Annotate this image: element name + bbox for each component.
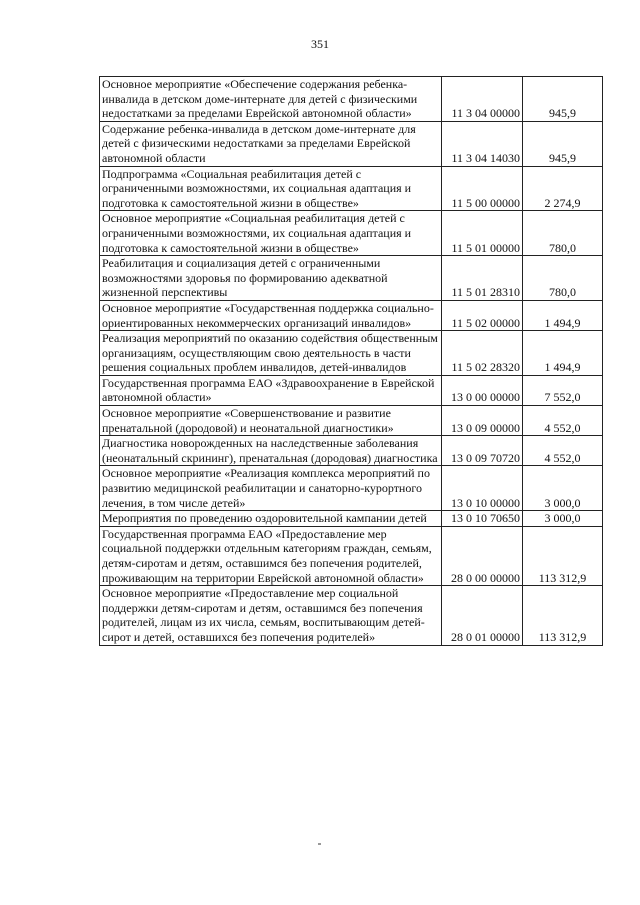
row-code-cell: 13 0 00 00000 [442,375,523,405]
row-code-cell: 11 5 01 00000 [442,211,523,256]
row-name-cell: Диагностика новорожденных на наследственные заболевания (неонатальный скрининг), пренатальная (дородовая) диагностика [100,436,442,466]
table-row [100,586,603,645]
table-body [100,77,603,646]
row-sum-cell: 945,9 [523,77,603,122]
table-row [100,375,603,405]
table-row [100,211,603,256]
row-name-cell: Мероприятия по проведению оздоровительной кампании детей [100,511,442,527]
row-code-cell: 11 3 04 14030 [442,121,523,166]
row-code-cell: 11 5 02 00000 [442,300,523,330]
table-row [100,406,603,436]
row-code-cell: 11 5 02 28320 [442,331,523,376]
row-name-cell: Реализация мероприятий по оказанию содействия общественным организациям, осуществляющим свою деятельность в части решения социальных проблем инвалидов, детей-инвалидов [100,331,442,376]
row-name-cell: Государственная программа ЕАО «Здравоохранение в Еврейской автономной области» [100,375,442,405]
row-sum-cell: 1 494,9 [523,331,603,376]
row-sum-cell: 780,0 [523,256,603,301]
row-code-cell: 11 5 01 28310 [442,256,523,301]
table-row [100,300,603,330]
row-sum-cell: 780,0 [523,211,603,256]
row-code-cell: 28 0 00 00000 [442,526,523,585]
row-code-cell: 13 0 10 00000 [442,466,523,511]
page-number: 351 [311,37,329,51]
row-sum-cell: 4 552,0 [523,436,603,466]
table-row [100,166,603,211]
row-sum-cell: 7 552,0 [523,375,603,405]
row-sum-cell: 3 000,0 [523,511,603,527]
row-code-cell: 13 0 09 00000 [442,406,523,436]
row-name-cell: Основное мероприятие «Реализация комплекса мероприятий по развитию медицинской реабилитации и санаторно-курортного лечения, в том числе детей» [100,466,442,511]
budget-table [99,76,603,646]
row-name-cell: Государственная программа ЕАО «Предоставление мер социальной поддержки отдельным категориям граждан, семьям, детям-сиротам и детям, оставшимся без попечения родителей, проживающим на территории Еврейской автономной области» [100,526,442,585]
table-row [100,511,603,527]
row-sum-cell: 4 552,0 [523,406,603,436]
row-code-cell: 11 5 00 00000 [442,166,523,211]
row-name-cell: Реабилитация и социализация детей с ограниченными возможностями здоровья по формированию адекватной жизненной перспективы [100,256,442,301]
row-name-cell: Основное мероприятие «Обеспечение содержания ребенка-инвалида в детском доме-интернате для детей с физическими недостатками за пределами Еврейской автономной области» [100,77,442,122]
scan-speck [318,843,321,845]
row-code-cell: 13 0 09 70720 [442,436,523,466]
table-row [100,436,603,466]
row-name-cell: Основное мероприятие «Государственная поддержка социально-ориентированных некоммерческих организаций инвалидов» [100,300,442,330]
row-sum-cell: 113 312,9 [523,526,603,585]
table-row [100,466,603,511]
table-row [100,331,603,376]
row-sum-cell: 945,9 [523,121,603,166]
row-code-cell: 13 0 10 70650 [442,511,523,527]
row-sum-cell: 1 494,9 [523,300,603,330]
row-name-cell: Основное мероприятие «Совершенствование и развитие пренатальной (дородовой) и неонатальной диагностики» [100,406,442,436]
row-name-cell: Основное мероприятие «Социальная реабилитация детей с ограниченными возможностями, их социальная адаптация и подготовка к самостоятельной жизни в обществе» [100,211,442,256]
row-name-cell: Содержание ребенка-инвалида в детском доме-интернате для детей с физическими недостатками за пределами Еврейской автономной области [100,121,442,166]
row-sum-cell: 3 000,0 [523,466,603,511]
row-name-cell: Основное мероприятие «Предоставление мер социальной поддержки детям-сиротам и детям, оставшимся без попечения родителей, лицам из их числа, семьям, воспитывающим детей-сирот и детей, оставшихся без попечения родителей» [100,586,442,645]
row-code-cell: 11 3 04 00000 [442,77,523,122]
row-sum-cell: 2 274,9 [523,166,603,211]
table-row [100,121,603,166]
row-sum-cell: 113 312,9 [523,586,603,645]
table-row [100,526,603,585]
row-name-cell: Подпрограмма «Социальная реабилитация детей с ограниченными возможностями, их социальная адаптация и подготовка к самостоятельной жизни в обществе» [100,166,442,211]
table-row [100,256,603,301]
row-code-cell: 28 0 01 00000 [442,586,523,645]
table-row [100,77,603,122]
